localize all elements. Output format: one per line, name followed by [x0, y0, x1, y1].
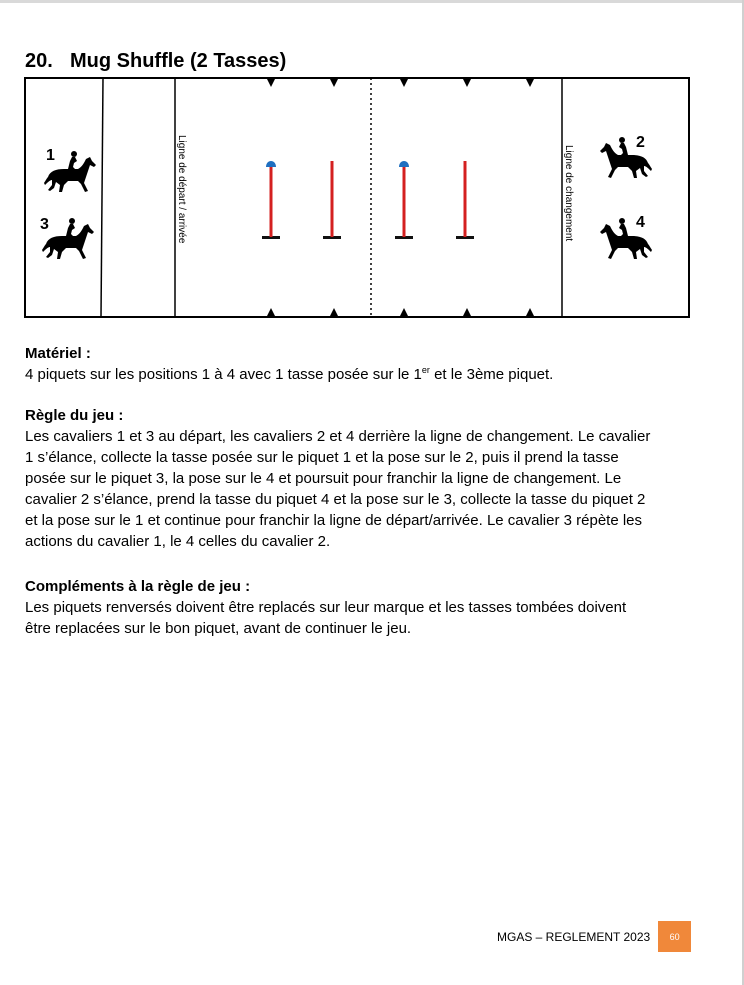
pole-2 [323, 161, 341, 239]
materiel-text [25, 364, 715, 385]
rider-3-icon [42, 218, 94, 259]
regle-line: actions du cavalier 1, le 4 celles du cavalier 2. [25, 533, 331, 550]
complements-section [25, 576, 715, 639]
pole-3 [395, 161, 413, 239]
regle-line: et la pose sur le 1 et continue pour franchir la ligne de départ/arrivée. Le cavalier 3 répète les [25, 512, 643, 529]
pole-4 [456, 161, 474, 239]
top-markers [267, 79, 534, 87]
title-text: Mug Shuffle (2 Tasses) [70, 50, 287, 72]
complements-heading: Compléments à la règle de jeu : [25, 578, 251, 595]
regle-line: cavalier 2 s’élance, prend la tasse du piquet 4 et la pose sur le 3, collecte la tasse du piquet 2 [25, 491, 646, 508]
change-line-label: Ligne de changement [563, 145, 574, 242]
materiel-superscript: er [421, 365, 430, 375]
top-border [0, 0, 744, 3]
bottom-markers [267, 308, 534, 316]
footer-text: MGAS – REGLEMENT 2023 [497, 929, 651, 944]
rider-number-3: 3 [40, 216, 49, 233]
page-footer [497, 921, 691, 952]
cup-3 [399, 161, 409, 167]
arena-frame [25, 78, 689, 317]
regle-line: posée sur le piquet 3, la pose sur le 4 et poursuit pour franchir la ligne de changement. Le [25, 470, 622, 487]
page-title [25, 50, 286, 73]
section-number: 20. [25, 50, 53, 72]
zone-line-1 [101, 78, 103, 317]
page-number: 60 [658, 921, 691, 952]
arena-svg [24, 77, 690, 318]
arena-diagram [24, 77, 690, 318]
start-line-label: Ligne de départ / arrivée [176, 135, 187, 244]
materiel-text-end: et le 3ème piquet. [429, 366, 554, 383]
regle-section [25, 405, 715, 552]
regle-line: 1 s’élance, collecte la tasse posée sur le piquet 1 et la pose sur le 2, puis il prend la tasse [25, 449, 619, 466]
materiel-text-main: 4 piquets sur les positions 1 à 4 avec 1 tasse posée sur le 1 [25, 366, 422, 383]
materiel-heading: Matériel : [25, 345, 91, 362]
regle-line: Les cavaliers 1 et 3 au départ, les cavaliers 2 et 4 derrière la ligne de changement. Le cavalier [25, 428, 651, 445]
pole-1 [262, 161, 280, 239]
complements-line: être replacées sur le bon piquet, avant de continuer le jeu. [25, 620, 412, 637]
materiel-section [25, 343, 715, 385]
complements-line: Les piquets renversés doivent être replacés sur leur marque et les tasses tombées doivent [25, 599, 627, 616]
regle-heading: Règle du jeu : [25, 407, 124, 424]
rider-number-1: 1 [46, 147, 55, 164]
rider-number-4: 4 [636, 214, 645, 231]
rider-number-2: 2 [636, 134, 645, 151]
cup-1 [266, 161, 276, 167]
